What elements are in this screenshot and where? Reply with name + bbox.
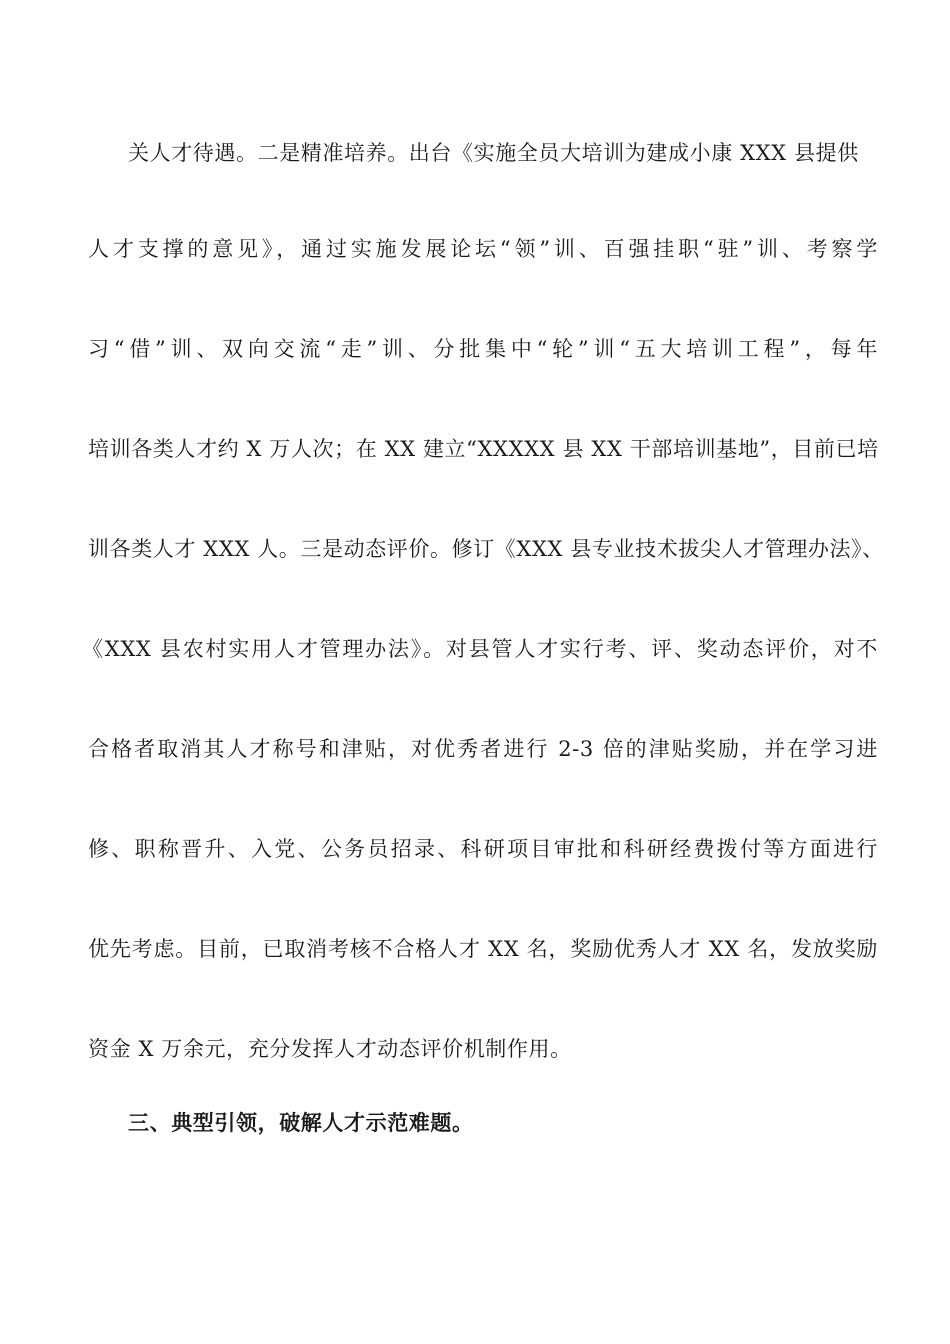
paragraph-line-8: 修、职称晋升、入党、公务员招录、科研项目审批和科研经费拨付等方面进行 — [88, 837, 878, 861]
paragraph-line-1: 关人才待遇。二是精准培养。出台《实施全员大培训为建成小康 XXX 县提供 — [128, 141, 859, 165]
paragraph-line-6: 《XXX 县农村实用人才管理办法》。对县管人才实行考、评、奖动态评价，对不 — [82, 637, 878, 661]
paragraph-line-10: 资金 X 万余元，充分发挥人才动态评价机制作用。 — [88, 1037, 572, 1061]
paragraph-line-9: 优先考虑。目前，已取消考核不合格人才 XX 名，奖励优秀人才 XX 名，发放奖励 — [88, 937, 878, 961]
paragraph-line-5: 训各类人才 XXX 人。三是动态评价。修订《XXX 县专业技术拔尖人才管理办法》、 — [88, 537, 884, 561]
paragraph-line-4: 培训各类人才约 X 万人次；在 XX 建立“XXXXX 县 XX 干部培训基地”，目前已培 — [88, 437, 879, 461]
paragraph-line-2: 人才支撑的意见》，通过实施发展论坛“领”训、百强挂职“驻”训、考察学 — [88, 237, 878, 261]
paragraph-line-7: 合格者取消其人才称号和津贴，对优秀者进行 2-3 倍的津贴奖励，并在学习进 — [88, 737, 878, 761]
section-heading: 三、典型引领，破解人才示范难题。 — [128, 1110, 474, 1135]
paragraph-line-3: 习“借”训、双向交流“走”训、分批集中“轮”训“五大培训工程”，每年 — [88, 337, 878, 361]
